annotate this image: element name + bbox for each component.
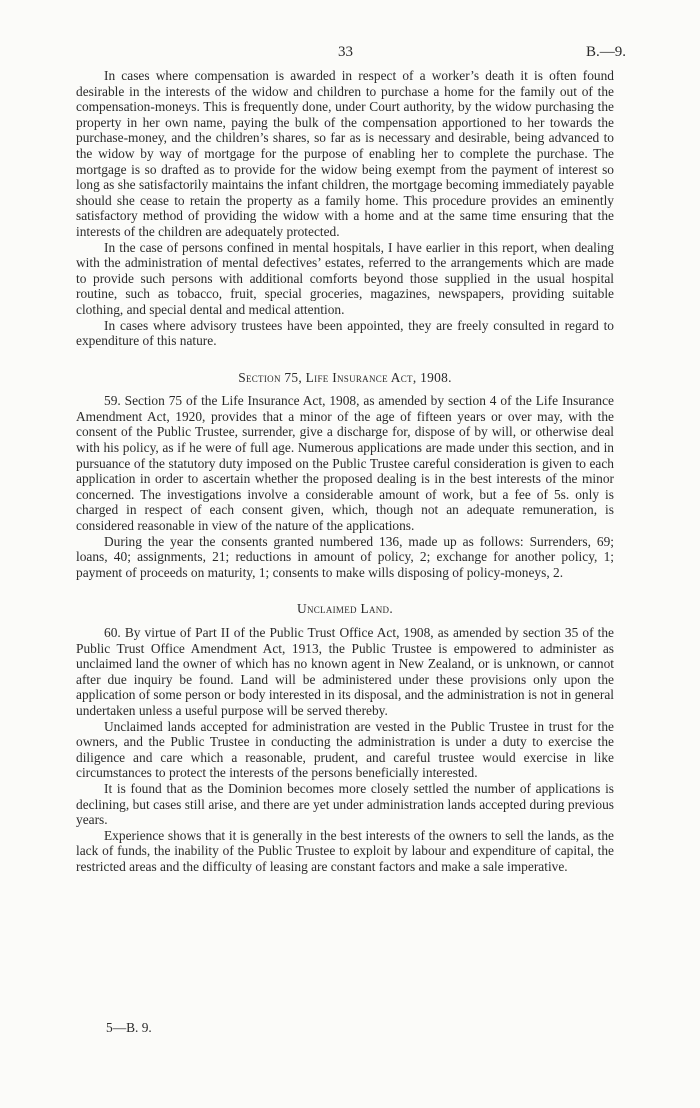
paragraph: In cases where advisory trustees have been appointed, they are freely consulted in regard to expenditure of this nature. (76, 317, 614, 349)
page-header (0, 44, 700, 64)
section-heading-life-insurance: Section 75, Life Insurance Act, 1908. (238, 369, 452, 385)
paragraph: 59. Section 75 of the Life Insurance Act, 1908, as amended by section 4 of the Life Insurance Amendment Act, 1920, provides that a minor of the age of fifteen years or over may, with the consent of the Public Trustee, surrender, give a discharge for, dispose of by will, or otherwise deal with his policy, as if he were of full age. Numerous applications are made under this section, and in pursuance of the statutory duty imposed on the Public Trustee careful consideration is given to each application in order to ascertain whether the proposed dealing is in the best interests of the minor concerned. The investigations involve a considerable amount of work, but a fee of 5s. only is charged in respect of each consent given, which, though not an adequate remuneration, is considered reasonable in view of the nature of the applications. (76, 393, 614, 534)
paragraph: 60. By virtue of Part II of the Public Trust Office Act, 1908, as amended by section 35 of the Public Trust Office Amendment Act, 1913, the Public Trustee is empowered to administer as unclaimed land the owner of which has no known agent in New Zealand, or is unknown, or cannot after due inquiry be found. Land will be administered under these provisions only upon the application of some person or body interested in its disposal, and the administration is not in general undertaken unless a useful purpose will be served thereby. (76, 625, 614, 718)
paragraph: It is found that as the Dominion becomes more closely settled the number of applications is declining, but cases still arise, and there are yet under administration lands accepted during previous years. (76, 780, 614, 828)
paragraph: During the year the consents granted numbered 136, made up as follows: Surrenders, 69; loans, 40; assignments, 21; reductions in amount of policy, 2; exchange for another policy, 1; payment of proceeds on maturity, 1; consents to make wills disposing of policy-moneys, 2. (76, 533, 614, 580)
paragraph: In cases where compensation is awarded in respect of a worker’s death it is often found desirable in the interests of the widow and children to purchase a home for the family out of the compensation-moneys. This is frequently done, under Court authority, by the widow purchasing the property in her own name, paying the bulk of the compensation apportioned to her towards the purchase-money, and the children’s shares, so far as is necessary and desirable, being advanced to the widow by way of mortgage for the purpose of enabling her to complete the purchase. The mortgage is so drafted as to provide for the widow being exempt from the payment of interest so long as she satisfactorily maintains the infant children, the mortgage becoming immediately payable should she cease to retain the property as a family home. This procedure provides an eminently satisfactory method of providing the widow with a home and at the same time ensuring that the interests of the children are adequately protected. (76, 68, 614, 239)
paragraph: Experience shows that it is generally in the best interests of the owners to sell the lands, as the lack of funds, the inability of the Public Trustee to exploit by labour and expenditure of capital, the restricted areas and the difficulty of leasing are constant factors and make a sale imperative. (76, 827, 614, 874)
paragraph: In the case of persons confined in mental hospitals, I have earlier in this report, when dealing with the administration of mental defectives’ estates, referred to the arrangements which are made to provide such persons with additional comforts beyond those supplied in the usual hospital routine, such as tobacco, fruit, special groceries, magazines, newspapers, providing suitable clothing, and special dental and medical attention. (76, 239, 614, 317)
signature-mark: 5—B. 9. (106, 1020, 152, 1035)
section-heading-unclaimed-land: Unclaimed Land. (296, 601, 394, 617)
paragraph: Unclaimed lands accepted for administration are vested in the Public Trustee in trust for the owners, and the Public Trustee in conducting the administration is under a duty to exercise the diligence and care which a reasonable, prudent, and careful trustee would exercise in like circumstances to protect the interests of the persons beneficially interested. (76, 718, 614, 781)
body-text (76, 68, 614, 875)
document-reference: B.—9. (585, 44, 626, 60)
page-number: 33 (338, 44, 353, 60)
